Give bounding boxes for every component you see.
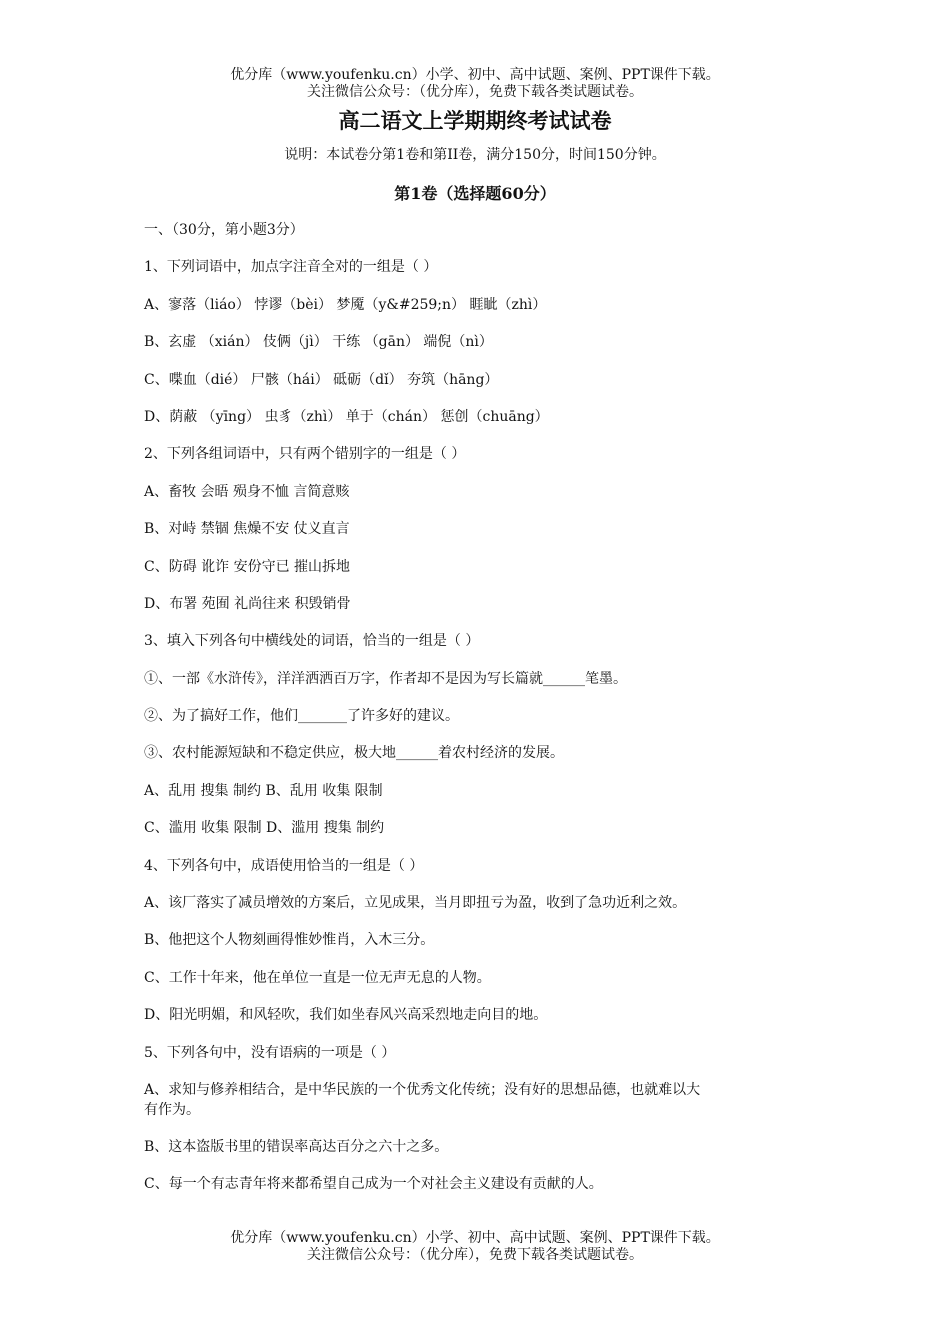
question-3-options-ab: A、乱用 搜集 制约 B、乱用 收集 限制 — [144, 782, 383, 799]
section-title: 第1卷（选择题60分） — [394, 184, 556, 203]
question-1-option-d: D、荫蔽 （yīng） 虫豸（zhì） 单于（chán） 惩创（chuāng） — [144, 408, 549, 425]
question-2-option-b: B、对峙 禁锢 焦燥不安 仗义直言 — [144, 521, 350, 538]
question-1-option-a: A、寥落（liáo） 悖谬（bèi） 梦魇（y&#259;n） 睚眦（zhì） — [144, 296, 547, 313]
question-2-stem: 2、下列各组词语中，只有两个错别字的一组是（ ） — [144, 446, 466, 463]
question-3-sentence-1: ①、一部《水浒传》，洋洋洒洒百万字，作者却不是因为写长篇就______笔墨。 — [144, 670, 627, 687]
footer-line-2: 关注微信公众号：（优分库），免费下载各类试题试卷。 — [307, 1247, 643, 1263]
question-2-option-d: D、布署 苑囿 礼尚往来 积毁销骨 — [144, 595, 351, 612]
exam-instructions: 说明：本试卷分第1卷和第II卷，满分150分，时间150分钟。 — [284, 147, 666, 163]
question-2-option-a: A、畜牧 会晤 殒身不恤 言简意赅 — [144, 483, 350, 500]
question-5-option-a — [144, 1080, 809, 1120]
question-5-option-a-line-2: 有作为。 — [144, 1101, 200, 1118]
header-line-2: 关注微信公众号：（优分库），免费下载各类试题试卷。 — [307, 84, 643, 100]
question-3-sentence-3: ③、农村能源短缺和不稳定供应，极大地______着农村经济的发展。 — [144, 745, 564, 762]
header-line-1: 优分库（www.youfenku.cn）小学、初中、高中试题、案例、PPT课件下载。 — [230, 67, 720, 83]
question-4-option-a: A、该厂落实了减员增效的方案后，立见成果，当月即扭亏为盈，收到了急功近利之效。 — [144, 895, 687, 912]
question-3-sentence-2: ②、为了搞好工作，他们_______了许多好的建议。 — [144, 708, 459, 725]
page-header — [0, 67, 950, 101]
question-1-stem: 1、下列词语中，加点字注音全对的一组是（ ） — [144, 259, 438, 276]
part-heading: 一、（30分，第小题3分） — [144, 222, 304, 238]
question-5-option-b: B、这本盗版书里的错误率高达百分之六十之多。 — [144, 1138, 449, 1155]
question-4-option-c: C、工作十年来，他在单位一直是一位无声无息的人物。 — [144, 969, 491, 986]
question-5-option-c: C、每一个有志青年将来都希望自己成为一个对社会主义建设有贡献的人。 — [144, 1176, 603, 1193]
question-4-option-d: D、阳光明媚，和风轻吹，我们如坐春风兴高采烈地走向目的地。 — [144, 1007, 548, 1024]
question-3-options-cd: C、滥用 收集 限制 D、滥用 搜集 制约 — [144, 820, 385, 837]
question-4-option-b: B、他把这个人物刻画得惟妙惟肖，入木三分。 — [144, 932, 435, 949]
exam-title: 高二语文上学期期终考试试卷 — [338, 108, 612, 133]
question-body — [144, 220, 809, 1212]
question-5-stem: 5、下列各句中，没有语病的一项是（ ） — [144, 1044, 396, 1061]
question-5-option-a-line-1: A、求知与修养相结合，是中华民族的一个优秀文化传统；没有好的思想品德，也就难以大 — [144, 1081, 701, 1098]
question-4-stem: 4、下列各句中，成语使用恰当的一组是（ ） — [144, 857, 424, 874]
question-2-option-c: C、防碍 讹诈 安份守已 摧山拆地 — [144, 558, 351, 575]
footer-line-1: 优分库（www.youfenku.cn）小学、初中、高中试题、案例、PPT课件下载。 — [230, 1230, 720, 1246]
question-1-option-c: C、喋血（dié） 尸骸（hái） 砥砺（dǐ） 夯筑（hāng） — [144, 371, 499, 388]
question-3-stem: 3、填入下列各句中横线处的词语，恰当的一组是（ ） — [144, 633, 480, 650]
page-footer — [0, 1230, 950, 1264]
question-1-option-b: B、玄虚 （xián） 伎俩（jì） 干练 （gān） 端倪（nì） — [144, 334, 493, 351]
